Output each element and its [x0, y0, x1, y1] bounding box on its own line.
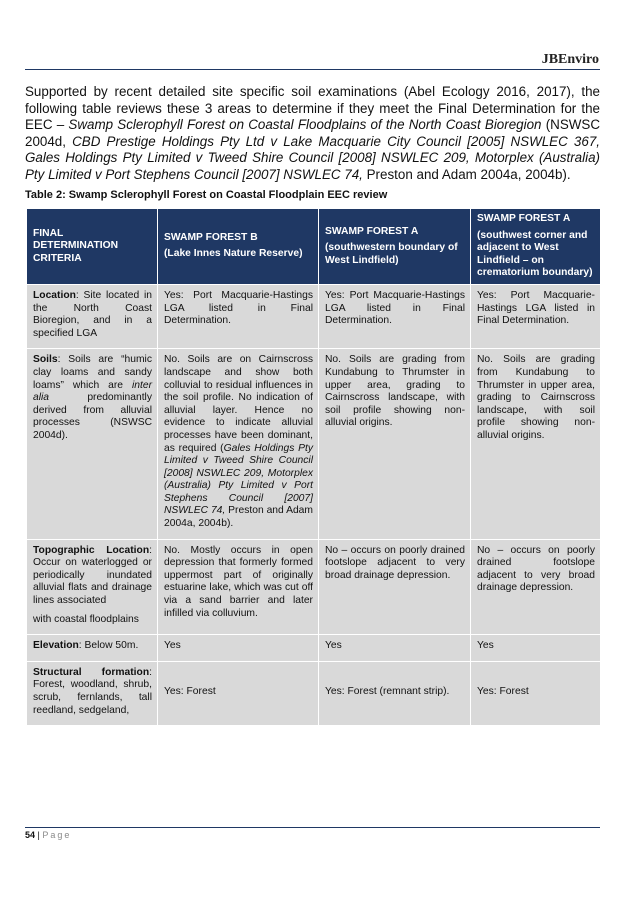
swamp-forest-a1-cell: No – occurs on poorly drained footslope adjacent to very broad drainage depression. — [319, 539, 471, 635]
header-title: SWAMP FOREST A — [477, 213, 571, 224]
swamp-forest-b-cell: Yes: Port Macquarie-Hastings LGA listed in Final Determination. — [158, 284, 319, 348]
eec-review-table — [26, 208, 601, 726]
header-criteria-title: FINAL DETERMINATION CRITERIA — [33, 227, 119, 264]
header-swamp-forest-a-southwest-corner — [471, 209, 601, 285]
criteria-label: Elevation — [33, 640, 79, 652]
criteria-label: Location — [33, 289, 76, 301]
swamp-forest-a2-cell: Yes — [471, 635, 601, 662]
criteria-text: : Occur on waterlogged or periodically inundated alluvial flats and drainage lines associated — [33, 544, 152, 607]
cell-text: Preston and Adam 2004a, 2004b). — [164, 505, 313, 530]
swamp-forest-a2-cell: No. Soils are grading from Kundabung to Thrumster in upper area, grading to Cairnscross landscape, with soil profile showing non-alluvial origins. — [471, 349, 601, 539]
criteria-label: Topographic Location — [33, 544, 150, 556]
header-subtitle: (southwest corner and adjacent to West Lindfield – on crematorium boundary) — [477, 229, 593, 279]
swamp-forest-b-cell: Yes: Forest — [158, 661, 319, 725]
swamp-forest-a1-cell: Yes — [319, 635, 471, 662]
swamp-forest-a1-cell: Yes: Port Macquarie-Hastings LGA listed in Final Determination. — [319, 284, 471, 348]
header-subtitle: (Lake Innes Nature Reserve) — [164, 248, 303, 260]
criteria-cell — [27, 284, 158, 348]
swamp-forest-b-cell: Yes — [158, 635, 319, 662]
swamp-forest-b-cell — [158, 349, 319, 539]
brand-logo: JBEnviro — [541, 52, 599, 67]
header-swamp-forest-a-southwestern — [319, 209, 471, 285]
header-title: SWAMP FOREST A — [325, 225, 419, 237]
swamp-forest-a2-cell: No – occurs on poorly drained footslope adjacent to very broad drainage depression. — [471, 539, 601, 635]
criteria-text: : Forest, woodland, shrub, scrub, fernlands, tall reedland, sedgeland, — [33, 666, 152, 716]
swamp-forest-a2-cell: Yes: Forest — [471, 661, 601, 725]
criteria-cell — [27, 539, 158, 635]
swamp-forest-a1-cell: Yes: Forest (remnant strip). — [319, 661, 471, 725]
intro-text-3: (NSWSC 2004d, — [25, 117, 600, 149]
table-row-structural-formation — [27, 661, 601, 725]
header-criteria — [27, 209, 158, 285]
table-row-elevation — [27, 635, 601, 662]
footer-divider — [25, 827, 600, 828]
cell-text: No. Soils are on Cairnscross landscape and show both colluvial to residual influences in the soil profile. No indication of alluvial layer. Hence no evidence to indicate alluvial processes have been dominant, as required ( — [164, 354, 313, 454]
intro-text-1: Supported by recent detailed site specific soil examinations (Abel Ecology 2016, 2017), the following table reviews these 3 areas to determine if they meet the Final Determination for the EEC – — [25, 84, 600, 132]
criteria-cell — [27, 349, 158, 539]
criteria-label: Structural formation — [33, 666, 150, 678]
criteria-text: : Soils are “humic clay loams and sandy loams” which are — [33, 354, 152, 391]
intro-case-citations: CBD Prestige Holdings Pty Ltd v Lake Macquarie City Council [2005] NSWLEC 367, Gales Holdings Pty Limited v Tweed Shire Council [2008] NSWLEC 209, Motorplex (Australia) Pty Limited v Port Stephens Council [2007] NSWLEC 74, — [25, 133, 600, 182]
header-title: SWAMP FOREST B — [164, 231, 258, 243]
header-swamp-forest-b — [158, 209, 319, 285]
swamp-forest-b-cell: No. Mostly occurs in open depression that formerly formed uppermost part of originally estuarine lake, which was cut off via a sand barrier and later infilled via colluvium. — [158, 539, 319, 635]
swamp-forest-a1-cell: No. Soils are grading from Kundabung to Thrumster in upper area, grading to Cairnscross landscape, with soil profile showing non-alluvial origins. — [319, 349, 471, 539]
table-row-location — [27, 284, 601, 348]
page-number: 54 — [25, 830, 36, 840]
header-divider — [25, 69, 600, 70]
table-row-topographic-location — [27, 539, 601, 635]
page-footer — [25, 830, 71, 840]
intro-paragraph — [25, 84, 600, 183]
criteria-tail-text: with coastal floodplains — [33, 613, 139, 625]
intro-eec-name: Swamp Sclerophyll Forest on Coastal Floodplains of the North Coast Bioregion — [68, 117, 542, 132]
table-header-row — [27, 209, 601, 285]
intro-text-5: Preston and Adam 2004a, 2004b). — [362, 166, 571, 182]
criteria-text: predominantly derived from alluvial processes (NSWSC 2004d). — [33, 392, 152, 441]
header-subtitle: (southwestern boundary of West Lindfield) — [325, 242, 458, 266]
cell-italic-citations: Gales Holdings Pty Limited v Tweed Shire Council [2008] NSWLEC 209, Motorplex (Australia) Pty Limited v Port Stephens Council [2007] NSWLEC 74, — [164, 442, 313, 517]
criteria-label: Soils — [33, 354, 58, 366]
swamp-forest-a2-cell: Yes: Port Macquarie-Hastings LGA listed in Final Determination. — [471, 284, 601, 348]
criteria-cell — [27, 661, 158, 725]
page-label: Page — [42, 830, 72, 840]
page-separator: | — [35, 830, 43, 840]
criteria-text: : Site located in the North Coast Bioregion, and in a specified LGA — [33, 289, 152, 339]
criteria-italic-text: inter alia — [33, 379, 152, 404]
table-row-soils — [27, 349, 601, 539]
criteria-cell — [27, 635, 158, 662]
table-caption: Table 2: Swamp Sclerophyll Forest on Coastal Floodplain EEC review — [25, 189, 388, 201]
criteria-text: : Below 50m. — [78, 640, 139, 652]
